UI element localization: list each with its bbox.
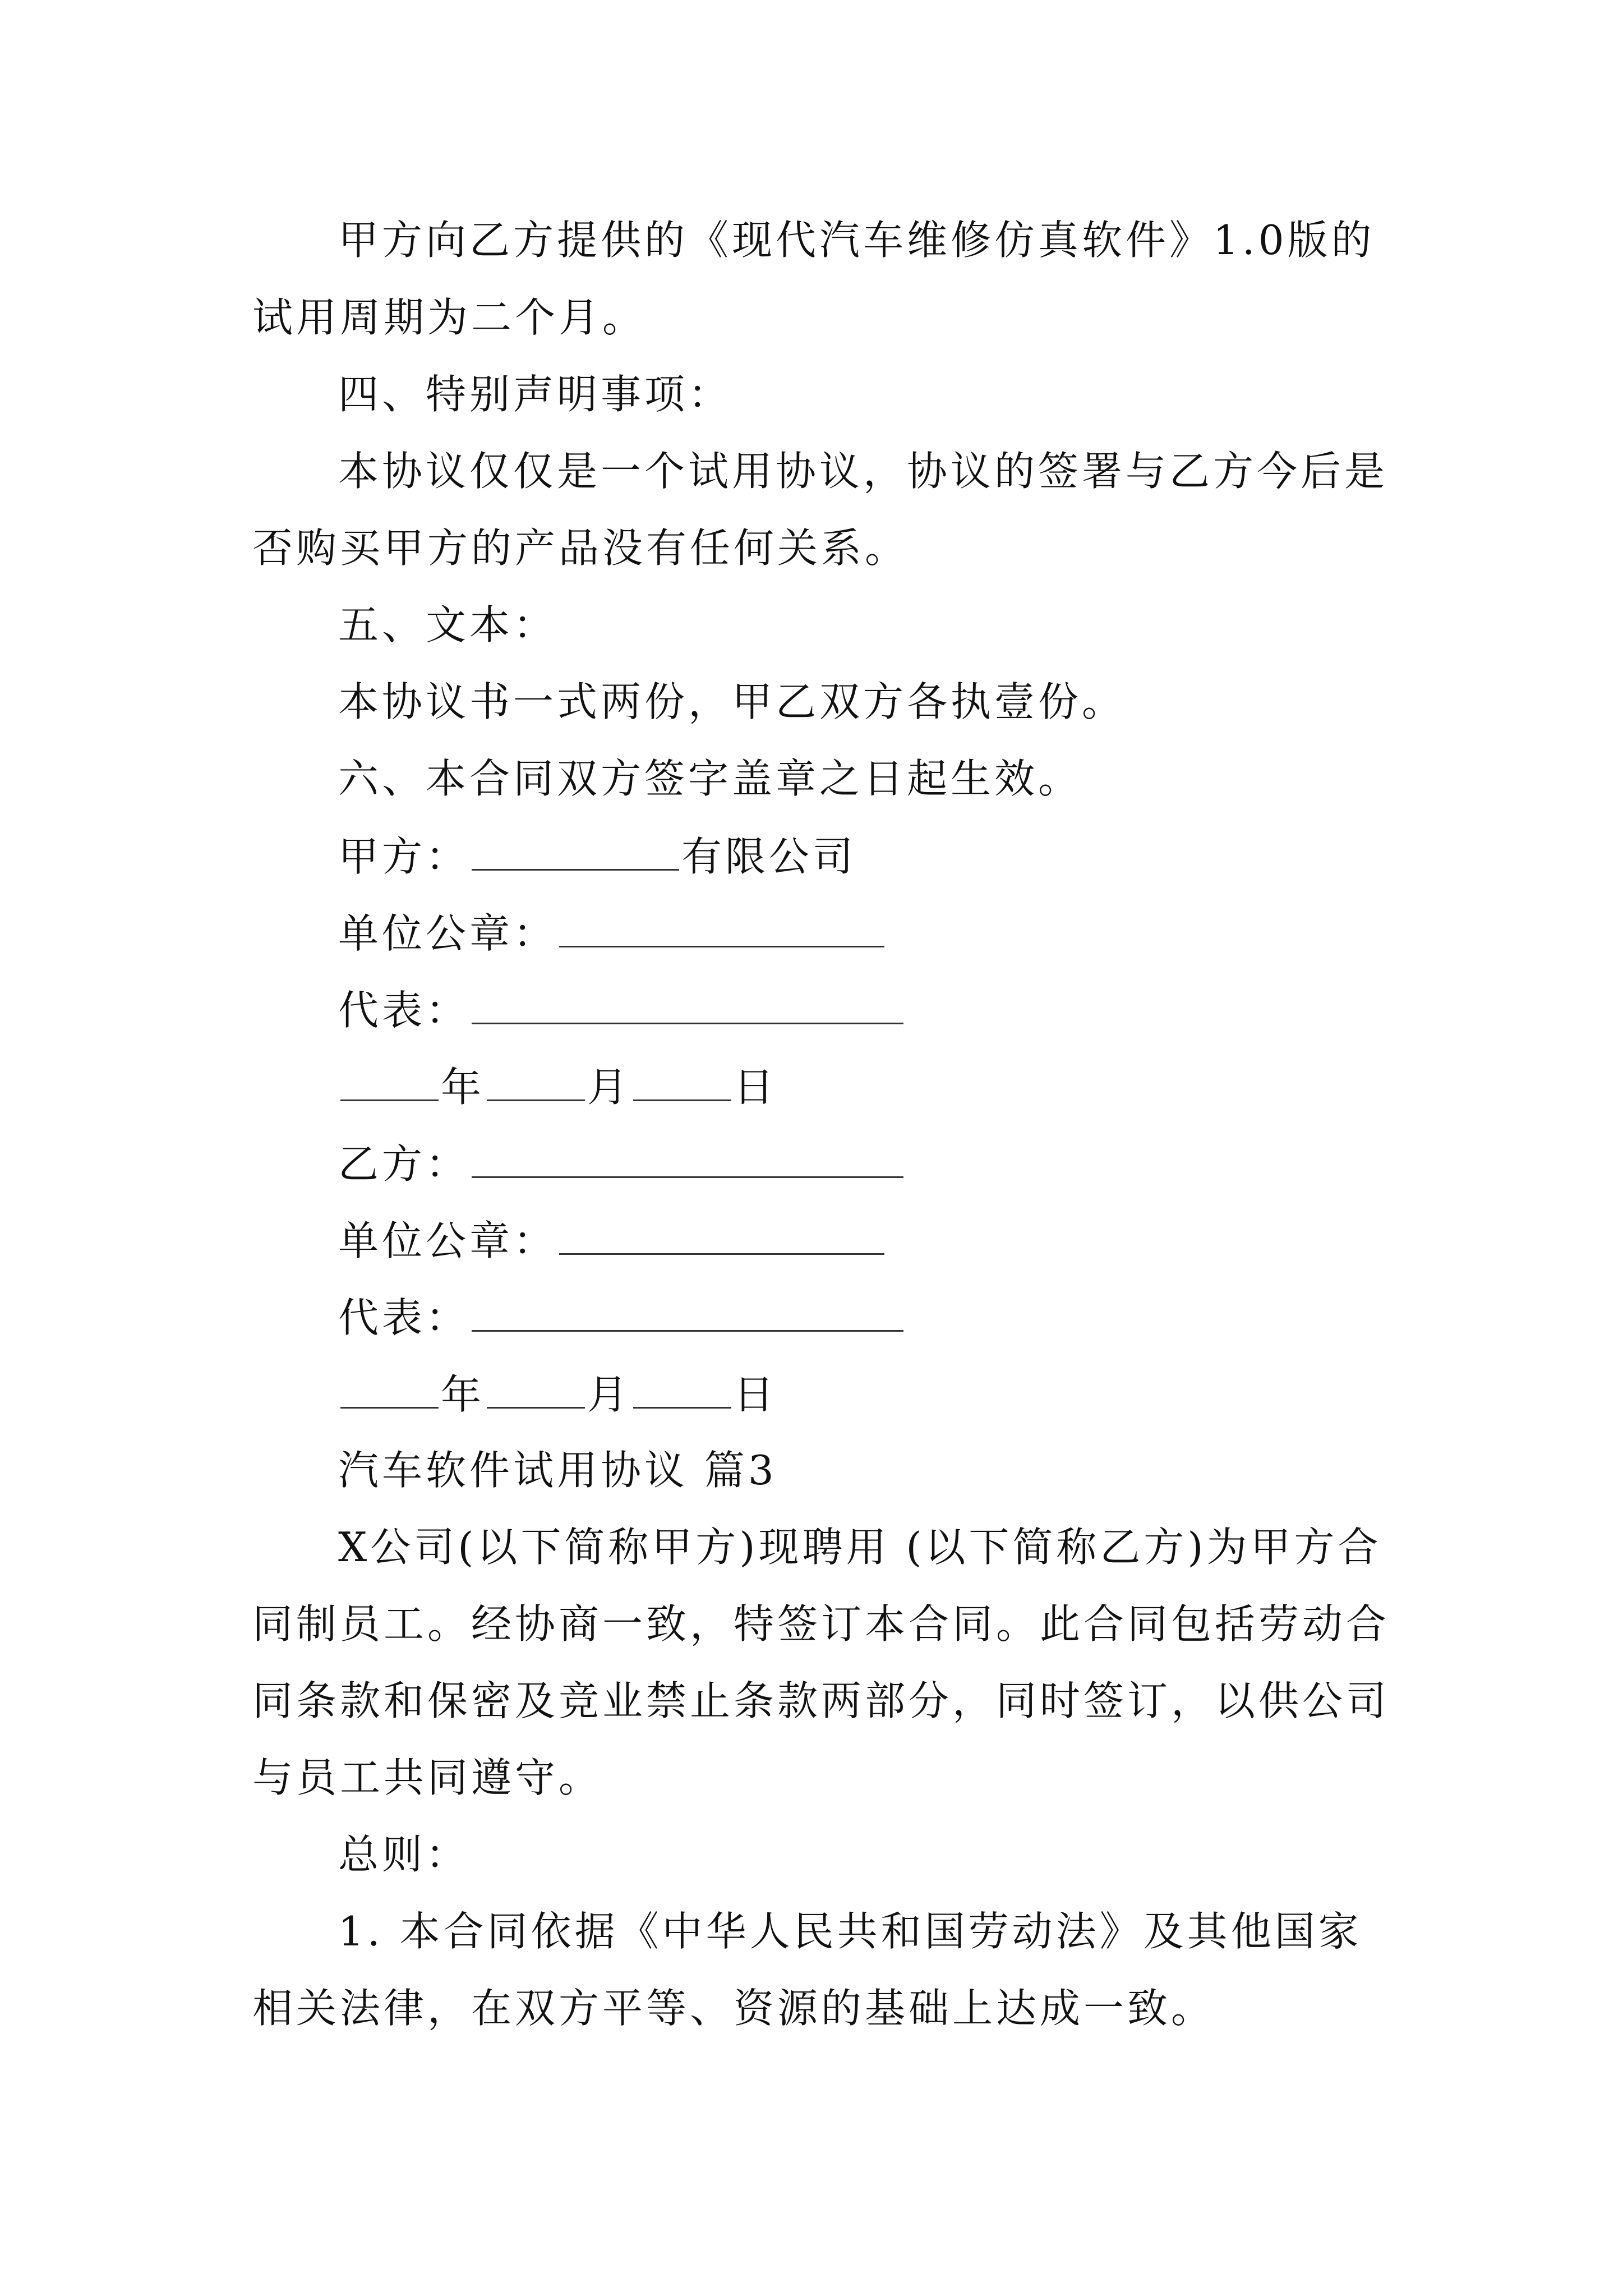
section-3-intro-line1: X公司(以下简称甲方)现聘用 (以下简称乙方)为甲方合	[338, 1524, 1382, 1571]
party-a-rep-label: 代表：	[338, 987, 470, 1034]
paragraph-trial-period-line2: 试用周期为二个月。	[252, 294, 647, 341]
party-b-seal-line	[338, 1217, 887, 1264]
party-a-rep-blank	[472, 989, 903, 1024]
party-b-year-blank	[340, 1373, 439, 1409]
party-a-year-blank	[340, 1066, 439, 1101]
party-b-seal-label: 单位公章：	[338, 1217, 557, 1264]
party-a-label: 甲方：	[338, 833, 470, 880]
party-b-date-line	[338, 1371, 778, 1418]
party-b-line	[338, 1140, 906, 1188]
heading-special-statement: 四、特别声明事项：	[338, 371, 732, 418]
item-1-line1: 1. 本合同依据《中华人民共和国劳动法》及其他国家	[338, 1908, 1362, 1955]
party-b-rep-line	[338, 1294, 906, 1341]
party-a-name-blank	[472, 835, 679, 871]
party-a-date-line	[338, 1064, 778, 1111]
party-b-year-label: 年	[441, 1371, 485, 1418]
party-a-rep-line	[338, 987, 906, 1034]
party-b-seal-blank	[559, 1220, 884, 1255]
party-b-rep-blank	[472, 1296, 903, 1332]
party-a-seal-line	[338, 910, 887, 957]
party-a-seal-label: 单位公章：	[338, 910, 557, 957]
party-a-line	[338, 833, 857, 880]
party-b-day-blank	[633, 1373, 731, 1409]
party-a-seal-blank	[559, 912, 884, 947]
paragraph-trial-period-line1: 甲方向乙方提供的《现代汽车维修仿真软件》1.0版的	[338, 217, 1375, 264]
section-3-intro-line4: 与员工共同遵守。	[252, 1754, 603, 1801]
heading-text-copies: 五、文本：	[338, 601, 557, 648]
section-3-intro-line2: 同制员工。经协商一致，特签订本合同。此合同包括劳动合	[252, 1600, 1390, 1648]
party-a-suffix: 有限公司	[681, 833, 857, 880]
party-a-month-blank	[487, 1066, 585, 1101]
paragraph-statement-line2: 否购买甲方的产品没有任何关系。	[252, 524, 909, 572]
party-b-day-label: 日	[734, 1371, 778, 1418]
paragraph-statement-line1: 本协议仅仅是一个试用协议，协议的签署与乙方今后是	[338, 448, 1389, 495]
paragraph-copies: 本协议书一式两份，甲乙双方各执壹份。	[338, 678, 1126, 725]
heading-effective: 六、本合同双方签字盖章之日起生效。	[338, 755, 1082, 802]
party-b-label: 乙方：	[338, 1140, 470, 1188]
general-principles-heading: 总则：	[338, 1831, 470, 1878]
party-b-name-blank	[472, 1143, 903, 1178]
section-3-intro-line3: 同条款和保密及竞业禁止条款两部分，同时签订，以供公司	[252, 1677, 1390, 1724]
section-3-title: 汽车软件试用协议 篇3	[338, 1447, 777, 1494]
party-a-day-blank	[633, 1066, 731, 1101]
party-a-year-label: 年	[441, 1064, 485, 1111]
party-b-rep-label: 代表：	[338, 1294, 470, 1341]
party-b-month-label: 月	[587, 1371, 631, 1418]
party-a-month-label: 月	[587, 1064, 631, 1111]
party-a-day-label: 日	[734, 1064, 778, 1111]
party-b-month-blank	[487, 1373, 585, 1409]
item-1-line2: 相关法律，在双方平等、资源的基础上达成一致。	[252, 1985, 1215, 2032]
